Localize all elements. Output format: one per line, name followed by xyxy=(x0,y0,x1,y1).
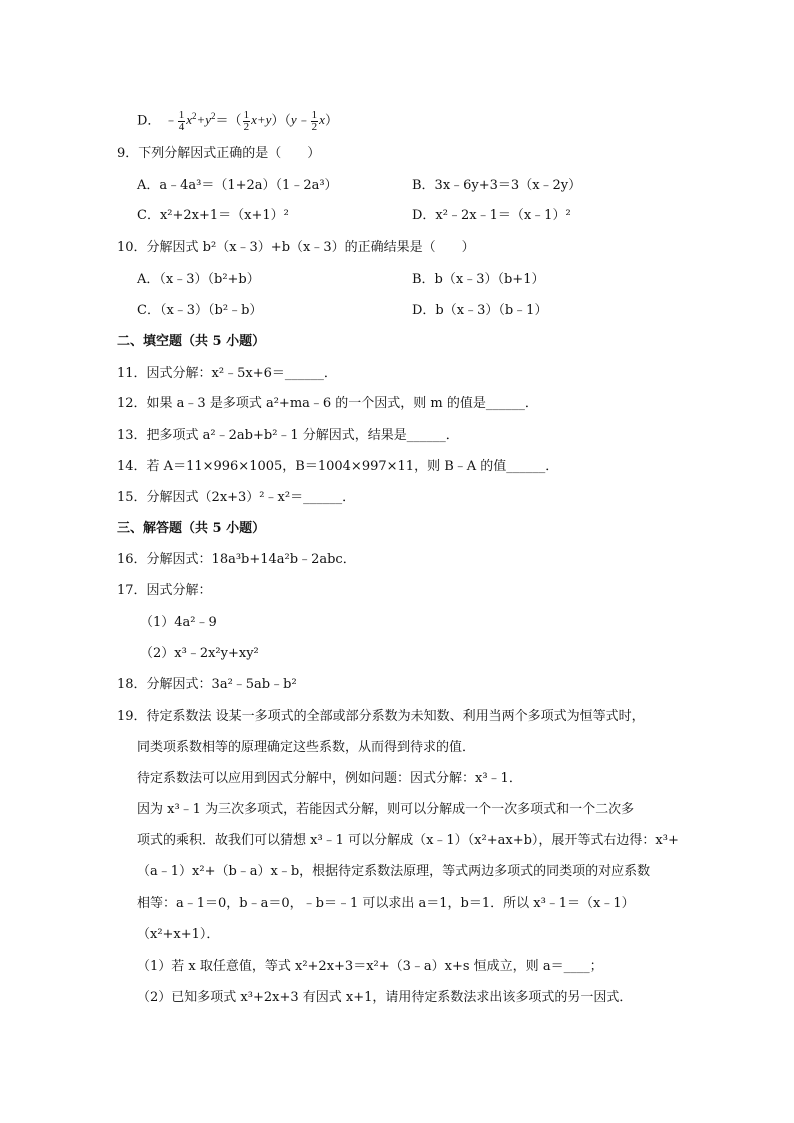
q12: 12．如果 a﹣3 是多项式 a²+ma﹣6 的一个因式，则 m 的值是______． xyxy=(117,396,538,411)
q17: 17．因式分解： xyxy=(117,583,212,598)
q9-option-a[interactable]: A．a﹣4a³＝（1+2a）（1﹣2a³） xyxy=(137,178,338,193)
q15: 15．分解因式（2x+3）²﹣x²＝______． xyxy=(117,490,356,505)
q18: 18．分解因式：3a²﹣5ab﹣b² xyxy=(117,677,297,692)
q9-stem: 9．下列分解因式正确的是（ ） xyxy=(117,146,321,161)
q10-option-d[interactable]: D．b（x﹣3）（b﹣1） xyxy=(412,303,548,318)
q14: 14．若 A＝11×996×1005，B＝1004×997×11，则 B﹣A 的值______． xyxy=(117,459,559,474)
q10-option-a[interactable]: A．（x﹣3）（b²+b） xyxy=(137,272,260,287)
q9-option-b[interactable]: B．3x﹣6y+3＝3（x﹣2y） xyxy=(412,178,582,193)
q19-line-3: 待定系数法可以应用到因式分解中，例如问题：因式分解：x³﹣1． xyxy=(137,771,522,786)
q19-line-8: （x²+x+1）． xyxy=(137,927,220,942)
q13: 13．把多项式 a²﹣2ab+b²﹣1 分解因式，结果是______． xyxy=(117,428,459,443)
fraction-one-quarter: $\frac{1}{4}$ xyxy=(178,109,185,133)
q17-part-1: （1）4a²﹣9 xyxy=(140,615,217,630)
q19-line-1: 19．待定系数法 设某一多项式的全部或部分系数为未知数、利用当两个多项式为恒等式时， xyxy=(117,709,645,724)
fraction-one-half: $\frac{1}{2}$ xyxy=(243,109,250,133)
q8-option-d: D． ﹣ $\frac{1}{4}$ $x^2+y^2=$（ $\frac{1}{2}$ x+y）（y﹣ $\frac{1}{2}$ x） xyxy=(137,109,338,133)
q10-option-b[interactable]: B．b（x﹣3）（b+1） xyxy=(412,272,545,287)
q19-line-2: 同类项系数相等的原理确定这些系数，从而得到待求的值． xyxy=(137,740,476,755)
q19-part-2: （2）已知多项式 x³+2x+3 有因式 x+1，请用待定系数法求出该多项式的另一因式． xyxy=(137,990,633,1005)
q11: 11．因式分解：x²﹣5x+6＝______． xyxy=(117,366,337,381)
q17-part-2: （2）x³﹣2x²y+xy² xyxy=(140,646,259,661)
fraction-one-half-b: $\frac{1}{2}$ xyxy=(311,109,318,133)
q8-equals: ＝ xyxy=(215,113,229,129)
q19-line-4: 因为 x³﹣1 为三次多项式，若能因式分解，则可以分解成一个一次多项式和一个二次多 xyxy=(137,802,635,817)
q10-option-c[interactable]: C．（x﹣3）（b²﹣b） xyxy=(137,303,263,318)
q10-stem: 10．分解因式 b²（x﹣3）+b（x﹣3）的正确结果是（ ） xyxy=(117,240,475,255)
section-title-solve: 三、解答题（共 5 小题） xyxy=(117,521,266,536)
q9-option-c[interactable]: C．x²+2x+1＝（x+1）² xyxy=(137,208,289,223)
q19-line-7: 相等：a﹣1＝0，b﹣a＝0，﹣b＝﹣1 可以求出 a＝1，b＝1．所以 x³﹣1＝（x﹣1） xyxy=(137,896,635,911)
q19-line-5: 项式的乘积．故我们可以猜想 x³﹣1 可以分解成（x﹣1）（x²+ax+b），展开等式右边得：x³+ xyxy=(137,833,679,848)
section-title-fill-in: 二、填空题（共 5 小题） xyxy=(117,334,266,349)
q19-line-6: （a﹣1）x²+（b﹣a）x﹣b，根据待定系数法原理，等式两边多项式的同类项的对应系数 xyxy=(137,864,651,879)
q16: 16．分解因式：18a³b+14a²b﹣2abc． xyxy=(117,552,356,567)
q9-option-d[interactable]: D．x²﹣2x﹣1＝（x﹣1）² xyxy=(412,208,571,223)
q8-option-d-label: D． xyxy=(137,113,161,129)
q19-part-1: （1）若 x 取任意值，等式 x²+2x+3＝x²+（3﹣a）x+s 恒成立，则 a＝____； xyxy=(137,959,603,974)
